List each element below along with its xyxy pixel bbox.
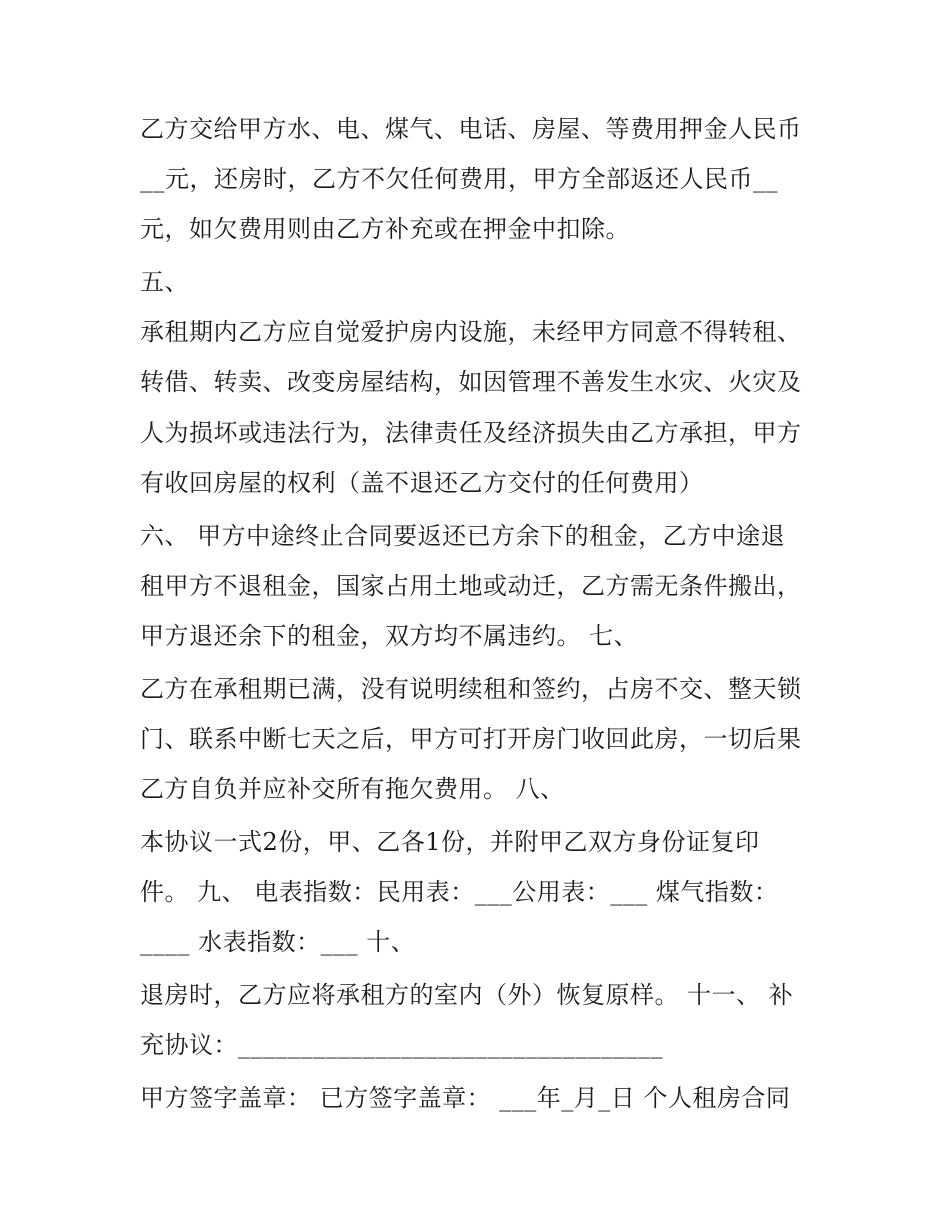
text-line: 有收回房屋的权利（盖不退还乙方交付的任何费用） xyxy=(140,469,704,497)
text-line: 乙方交给甲方水、电、煤气、电话、房屋、等费用押金人民币 xyxy=(140,115,802,143)
text-line: 人为损坏或违法行为，法律责任及经济损失由乙方承担，甲方 xyxy=(140,419,802,447)
text-line: 承租期内乙方应自觉爱护房内设施，未经甲方同意不得转租、 xyxy=(140,318,802,346)
text-line: 甲方退还余下的租金，双方均不属违约。 七、 xyxy=(140,622,639,650)
text-line: 转借、转卖、改变房屋结构，如因管理不善发生水灾、火灾及 xyxy=(140,368,802,396)
signature-line: 甲方签字盖章： 已方签字盖章： ___年_月_日 个人租房合同 xyxy=(140,1084,791,1112)
text-line: 乙方在承租期已满，没有说明续租和签约，占房不交、整天锁 xyxy=(140,675,802,703)
text-line: 件。 九、 电表指数：民用表：___公用表：___ 煤气指数： xyxy=(140,878,779,906)
text-line: 租甲方不退租金，国家占用土地或动迁，乙方需无条件搬出， xyxy=(140,572,802,600)
text-line: 充协议：__________________________________ xyxy=(140,1031,663,1059)
section-heading-5: 五、 xyxy=(140,268,189,296)
text-line: 退房时，乙方应将承租方的室内（外）恢复原样。 十一、 补 xyxy=(140,981,794,1009)
text-line: __元，还房时，乙方不欠任何费用，甲方全部返还人民币__ xyxy=(140,165,778,193)
text-line: 六、 甲方中途终止合同要返还已方余下的租金，乙方中途退 xyxy=(140,522,786,550)
text-line: 元，如欠费用则由乙方补充或在押金中扣除。 xyxy=(140,215,630,243)
text-line: ____ 水表指数：___ 十、 xyxy=(140,928,416,956)
text-line: 乙方自负并应补交所有拖欠费用。 八、 xyxy=(140,775,565,803)
text-line: 本协议一式2份，甲、乙各1份，并附甲乙双方身份证复印 xyxy=(140,828,760,856)
text-line: 门、联系中断七天之后，甲方可打开房门收回此房，一切后果 xyxy=(140,725,802,753)
